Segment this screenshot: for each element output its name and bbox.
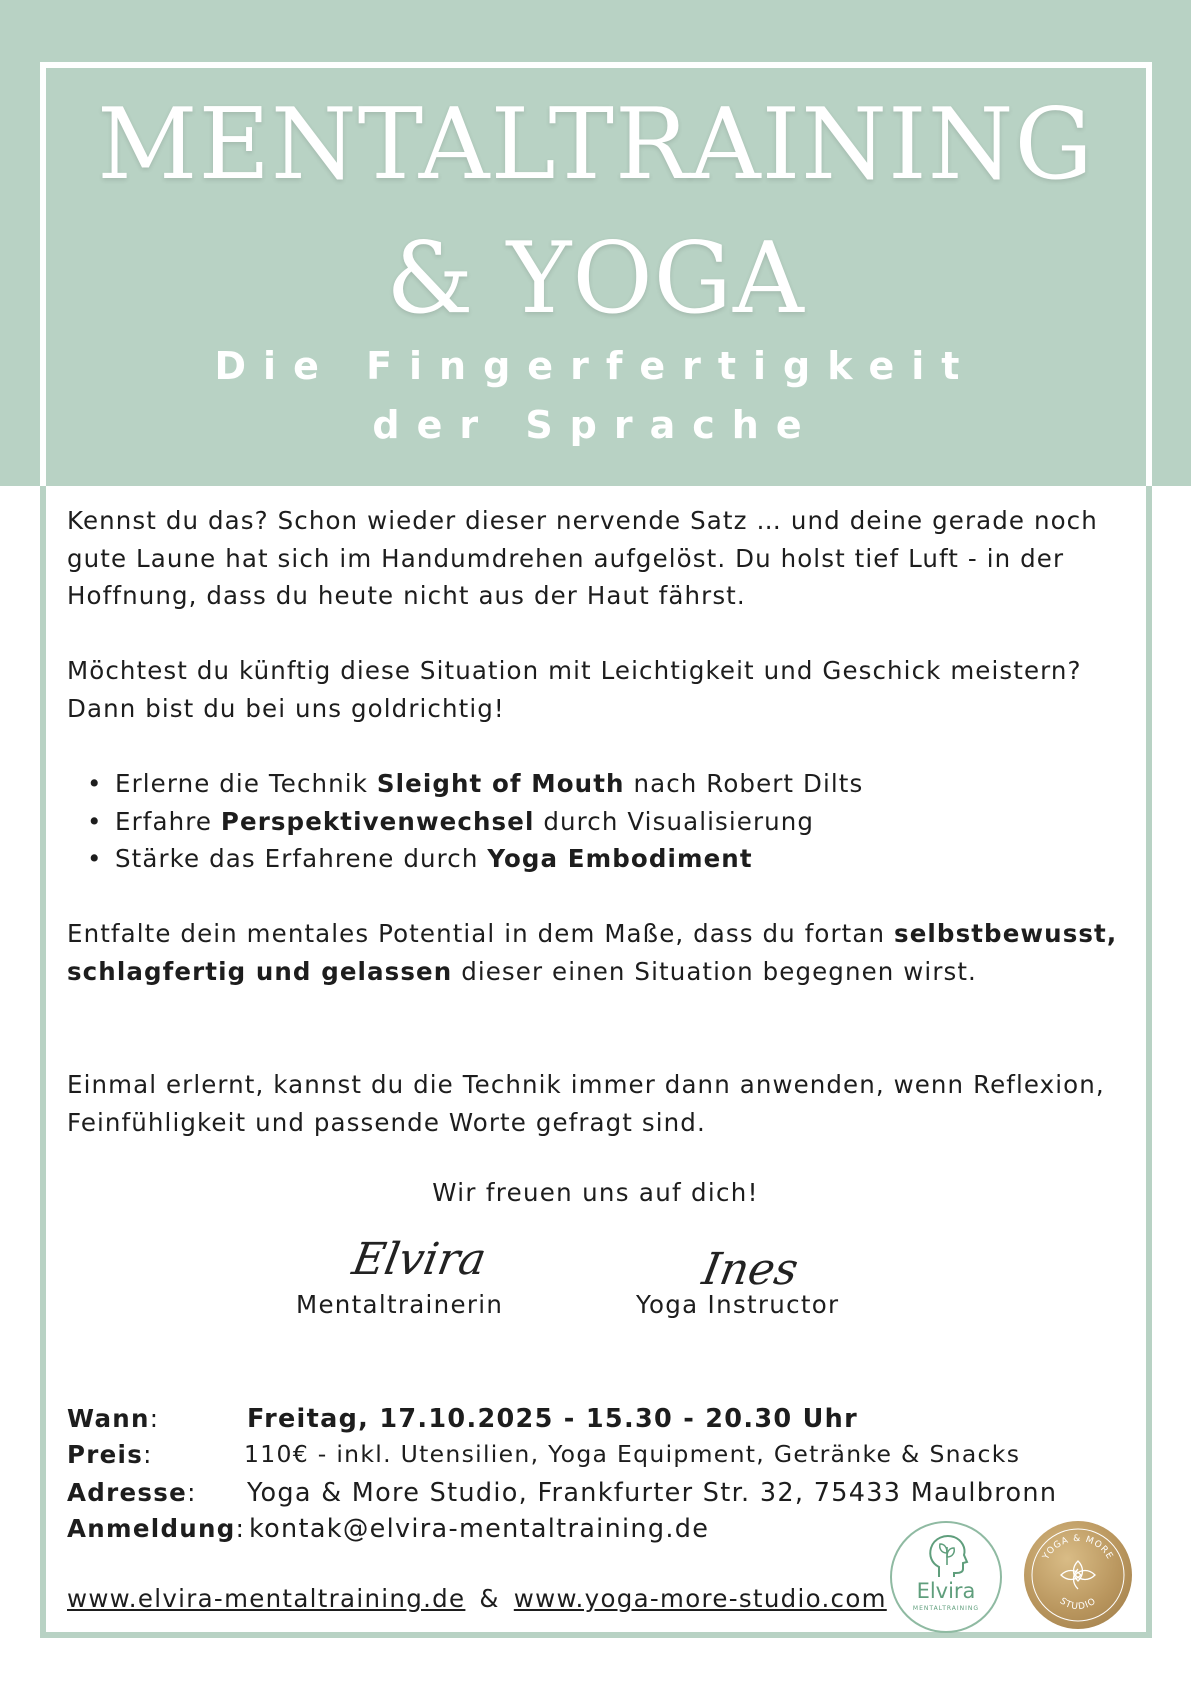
role-elvira: Mentaltrainerin	[296, 1290, 504, 1319]
signature-elvira: Elvira	[348, 1234, 490, 1285]
registration-email[interactable]: kontak@elvira-mentaltraining.de	[249, 1514, 710, 1544]
role-ines: Yoga Instructor	[636, 1290, 840, 1319]
elvira-logo-subtitle: MENTALTRAINING	[912, 1605, 980, 1612]
paragraph-highlight: selbstbewusst, schlagfertig und gelassen	[67, 919, 1118, 986]
page-title-line2: & YOGA	[386, 222, 805, 336]
potential-paragraph	[67, 915, 1127, 990]
bullet-text: Erlerne die Technik	[115, 769, 377, 798]
intro-paragraph: Kennst du das? Schon wieder dieser nervende Satz … und deine gerade noch gute Laune hat sich im Handumdrehen aufgelöst. Du holst tief Luft - in der Hoffnung, dass du heute nicht aus der Haut fährst.	[67, 506, 1098, 610]
registration-label: Anmeldung:	[67, 1514, 246, 1543]
list-item	[67, 840, 1127, 878]
bullet-text: durch Visualisierung	[534, 806, 815, 836]
page-title-line1: MENTALTRAINING	[97, 88, 1094, 202]
bullet-highlight: Perspektivenwechsel	[220, 806, 535, 836]
closing-line: Wir freuen uns auf dich!	[432, 1178, 759, 1207]
list-item	[67, 765, 1127, 803]
when-label: Wann:	[67, 1404, 160, 1433]
paragraph-text: dieser einen Situation begegnen wirst.	[452, 956, 977, 986]
link-separator: &	[479, 1584, 500, 1613]
studio-website-link[interactable]: www.yoga-more-studio.com	[513, 1584, 887, 1613]
svg-text:STUDIO: STUDIO	[1057, 1596, 1099, 1613]
address-label: Adresse:	[67, 1478, 197, 1507]
price-label: Preis:	[67, 1440, 153, 1469]
bullet-highlight: Yoga Embodiment	[487, 844, 753, 873]
elvira-logo-name: Elvira	[916, 1579, 976, 1603]
studio-logo	[1024, 1521, 1132, 1629]
question-paragraph: Möchtest du künftig diese Situation mit Leichtigkeit und Geschick meistern? Dann bist du bei uns goldrichtig!	[67, 656, 1082, 723]
signature-ines: Ines	[698, 1244, 802, 1295]
svg-text:YOGA & MORE: YOGA & MORE	[1041, 1533, 1115, 1562]
price-value: 110€ - inkl. Utensilien, Yoga Equipment, Getränke & Snacks	[244, 1440, 1021, 1468]
footer-links	[67, 1584, 887, 1613]
bullet-highlight: Sleight of Mouth	[376, 769, 625, 798]
bullet-text: Stärke das Erfahrene durch	[115, 844, 488, 873]
benefit-list	[67, 765, 1127, 878]
when-value: Freitag, 17.10.2025 - 15.30 - 20.30 Uhr	[247, 1404, 858, 1434]
studio-logo-ring	[1024, 1521, 1132, 1629]
bullet-text: Erfahre	[115, 806, 221, 836]
elvira-website-link[interactable]: www.elvira-mentaltraining.de	[67, 1584, 466, 1613]
elvira-logo	[890, 1521, 1002, 1633]
subtitle-line1: Die Fingerfertigkeit	[214, 344, 977, 388]
paragraph-text: Entfalte dein mentales Potential in dem Maße, dass du fortan	[67, 919, 895, 948]
technique-paragraph: Einmal erlernt, kannst du die Technik immer dann anwenden, wenn Reflexion, Feinfühligkeit und passende Worte gefragt sind.	[67, 1070, 1105, 1137]
subtitle-line2: der Sprache	[372, 403, 819, 447]
list-item	[67, 803, 1127, 841]
head-leaf-icon	[925, 1533, 969, 1579]
address-value: Yoga & More Studio, Frankfurter Str. 32, 75433 Maulbronn	[247, 1478, 1058, 1508]
bullet-text: nach Robert Dilts	[624, 769, 864, 798]
